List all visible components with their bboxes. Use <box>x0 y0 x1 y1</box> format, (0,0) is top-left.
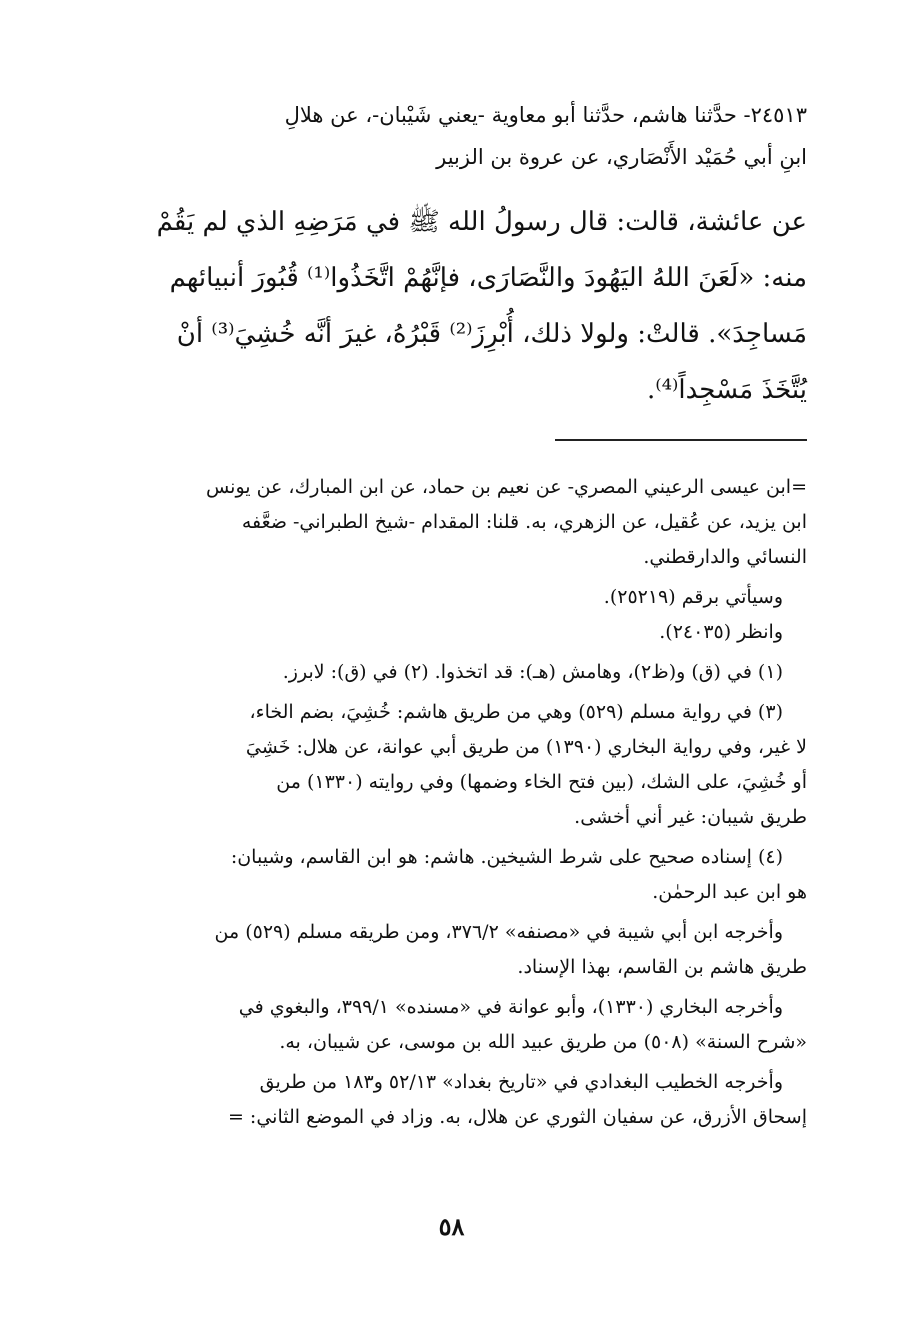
matn-line: عن عائشة، قالت: قال رسولُ الله ﷺ في مَرَضِهِ الذي لم يَقُمْ <box>156 207 807 237</box>
footnote-line: أو خُشِيَ، على الشك، (بين فتح الخاء وضمها) وفي روايته (١٣٣٠) من <box>276 771 807 793</box>
isnad-line: ابنِ أبي حُمَيْد الأَنْصَاري، عن عروة بن الزبير <box>436 145 807 169</box>
matn-line: مَساجِدَ». قالتْ: ولولا ذلك، أُبْرِزَ⁽²⁾ قَبْرُهُ، غيرَ أنَّه خُشِيَ⁽³⁾ أنْ <box>176 319 807 349</box>
footnote-line: (٣) في رواية مسلم (٥٢٩) وهي من طريق هاشم: خُشِيَ، بضم الخاء، <box>249 701 783 723</box>
footnote-line: وأخرجه ابن أبي شيبة في «مصنفه» ٣٧٦/٢، ومن طريقه مسلم (٥٢٩) من <box>214 921 783 943</box>
footnote-1-2: (١) في (ق) و(ظ٢)، وهامش (هـ): قد اتخذوا. (٢) في (ق): لابرز. <box>282 661 783 683</box>
footnote-line: ابن يزيد، عن عُقيل، عن الزهري، به. قلنا: المقدام -شيخ الطبراني- ضعَّفه <box>241 511 807 533</box>
footnote-line: «شرح السنة» (٥٠٨) من طريق عبيد الله بن موسى، عن شيبان، به. <box>279 1031 807 1053</box>
footnote-line: لا غير، وفي رواية البخاري (١٣٩٠) من طريق أبي عوانة، عن هلال: خَشِيَ <box>245 736 807 758</box>
matn-line: يُتَّخَذَ مَسْجِداً⁽⁴⁾. <box>646 375 807 405</box>
footnote-line: إسحاق الأزرق، عن سفيان الثوري عن هلال، به. وزاد في الموضع الثاني: = <box>227 1106 807 1128</box>
footnote-line: هو ابن عبد الرحمٰن. <box>652 881 807 903</box>
isnad-line: ٢٤٥١٣- حدَّثنا هاشم، حدَّثنا أبو معاوية -يعني شَيْبان-، عن هلالِ <box>284 103 807 127</box>
footnote-line: =ابن عيسى الرعيني المصري- عن نعيم بن حماد، عن ابن المبارك، عن يونس <box>205 476 807 498</box>
footnote-continuation <box>93 470 807 575</box>
footnotes <box>93 470 807 1135</box>
takhrij-paragraph <box>93 1065 807 1135</box>
footnote-line: (٤) إسناده صحيح على شرط الشيخين. هاشم: هو ابن القاسم، وشيبان: <box>230 846 783 868</box>
page-number: ٥٨ <box>438 1212 465 1241</box>
footnote-line: النسائي والدارقطني. <box>643 546 807 568</box>
takhrij-paragraph <box>93 990 807 1060</box>
hadith-isnad <box>93 94 807 178</box>
footnote-separator <box>555 439 807 441</box>
footnote-line: طريق هاشم بن القاسم، بهذا الإسناد. <box>517 956 807 978</box>
footnote-see-also: وسيأتي برقم (٢٥٢١٩). <box>603 586 783 608</box>
footnote-4 <box>93 840 807 910</box>
footnote-line: وأخرجه الخطيب البغدادي في «تاريخ بغداد» ٥٢/١٣ و١٨٣ من طريق <box>259 1071 783 1093</box>
matn-line: منه: «لَعَنَ اللهُ اليَهُودَ والنَّصَارَى، فإنَّهُمْ اتَّخَذُوا⁽¹⁾ قُبُورَ أنبيائهم <box>169 263 807 293</box>
footnote-see-also: وانظر (٢٤٠٣٥). <box>659 621 783 643</box>
footnote-3 <box>93 695 807 835</box>
footnote-line: طريق شيبان: غير أني أخشى. <box>574 806 807 828</box>
takhrij-paragraph <box>93 915 807 985</box>
hadith-matn <box>93 194 807 418</box>
footnote-line: وأخرجه البخاري (١٣٣٠)، وأبو عوانة في «مسنده» ٣٩٩/١، والبغوي في <box>238 996 783 1018</box>
